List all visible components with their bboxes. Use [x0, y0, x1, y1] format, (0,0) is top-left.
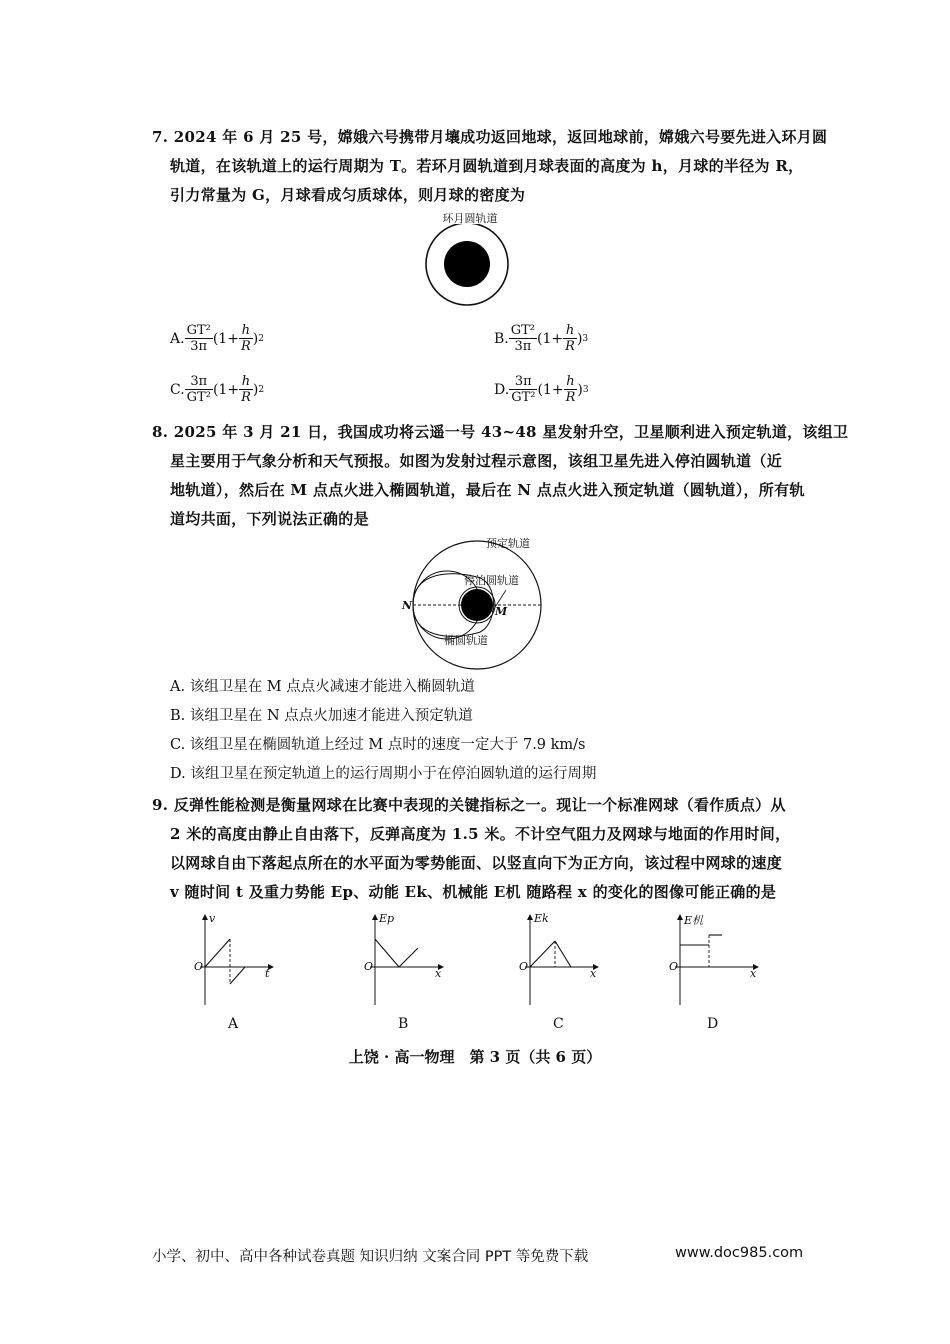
paren-close: )	[252, 381, 259, 398]
fraction-numerator: GT²	[186, 323, 211, 338]
graph-a[interactable]	[190, 910, 290, 1040]
q8-line-2: 星主要用于气象分析和天气预报。如图为发射过程示意图，该组卫星先进入停泊圆轨道（近	[170, 452, 783, 470]
power: 2	[258, 384, 265, 395]
fraction-numerator: GT²	[510, 323, 536, 338]
graph-a-plot	[190, 910, 290, 1010]
r-symbol: R	[565, 339, 575, 354]
paren-close: )	[577, 381, 583, 398]
graph-a-origin: O	[194, 960, 204, 973]
option-letter: A.	[170, 330, 185, 347]
graph-b-origin: O	[364, 960, 374, 973]
r-symbol: R	[565, 390, 576, 405]
q9-line-1: 9. 反弹性能检测是衡量网球在比赛中表现的关键指标之一。现让一个标准网球（看作质点）从	[152, 796, 786, 814]
fraction-denominator: 3π	[514, 339, 532, 354]
q7-option-b[interactable]	[494, 323, 588, 354]
q8-line-1: 8. 2025 年 3 月 21 日，我国成功将云遥一号 43~48 星发射升空，卫星顺利进入预定轨道，该组卫	[152, 423, 849, 441]
parking-orbit-label: 停泊圆轨道	[464, 574, 519, 587]
q7-orbit-label: 环月圆轨道	[442, 212, 498, 225]
h-symbol: h	[566, 374, 575, 389]
q8-option-b[interactable]: B. 该组卫星在 N 点点火加速才能进入预定轨道	[170, 708, 473, 724]
q8-line-4: 道均共面，下列说法正确的是	[170, 510, 369, 528]
moon-orbit-diagram	[420, 224, 520, 324]
graph-d-origin: O	[669, 960, 679, 973]
graph-b-xlabel: x	[435, 967, 442, 980]
fraction-denominator: GT²	[186, 390, 211, 405]
graph-d-ylabel: E机	[684, 914, 704, 927]
power: 3	[582, 333, 589, 344]
option-letter: C.	[170, 381, 185, 398]
fraction-numerator: 3π	[185, 374, 213, 390]
fraction-numerator: 3π	[509, 374, 537, 390]
h-symbol: h	[241, 374, 251, 389]
graph-c[interactable]	[515, 910, 615, 1040]
outer-orbit-label: 预定轨道	[486, 537, 530, 550]
q7-orbit-figure	[420, 210, 520, 310]
q8-line-3: 地轨道），然后在 M 点点火进入椭圆轨道，最后在 N 点点火进入预定轨道（圆轨道），所有轨	[170, 481, 805, 499]
paren-open: (1+	[212, 381, 240, 398]
q9-line-3: 以网球自由下落起点所在的水平面为零势能面、以竖直向下为正方向，该过程中网球的速度	[170, 854, 783, 872]
r-symbol: R	[240, 339, 251, 354]
paren-open: (1+	[537, 381, 564, 398]
power: 2	[258, 333, 264, 344]
graph-b-letter: B	[398, 1016, 409, 1032]
graph-d[interactable]	[665, 910, 775, 1040]
graph-c-origin: O	[519, 960, 529, 973]
q7-line-3: 引力常量为 G，月球看成匀质球体，则月球的密度为	[170, 186, 526, 204]
graph-d-xlabel: x	[750, 967, 757, 980]
graph-a-xlabel: t	[265, 967, 270, 980]
graph-c-plot	[515, 910, 615, 1010]
q7-option-c[interactable]	[170, 374, 264, 405]
q9-line-4: v 随时间 t 及重力势能 Ep、动能 Ek、机械能 E机 随路程 x 的变化的图像可能正确的是	[170, 883, 777, 901]
q8-option-d[interactable]: D. 该组卫星在预定轨道上的运行周期小于在停泊圆轨道的运行周期	[170, 766, 597, 782]
q9-line-2: 2 米的高度由静止自由落下，反弹高度为 1.5 米。不计空气阻力及网球与地面的作用时间，	[170, 825, 791, 843]
graph-c-letter: C	[553, 1016, 564, 1032]
q7-line-1: 7. 2024 年 6 月 25 号，嫦娥六号携带月壤成功返回地球，返回地球前，嫦娥六号要先进入环月圆	[152, 128, 828, 146]
q7-option-d[interactable]	[494, 374, 589, 405]
page-footer: 上饶 · 高一物理 第 3 页（共 6 页）	[348, 1048, 602, 1066]
graph-b[interactable]	[360, 910, 460, 1040]
graph-b-ylabel: Ep	[379, 912, 395, 925]
option-letter: D.	[494, 381, 510, 398]
q7-line-2: 轨道，在该轨道上的运行周期为 T。若环月圆轨道到月球表面的高度为 h，月球的半径为 R，	[170, 157, 804, 175]
q7-option-a[interactable]	[170, 323, 264, 354]
h-symbol: h	[565, 323, 575, 338]
graph-c-ylabel: Ek	[534, 912, 549, 925]
point-m-label: M	[495, 605, 508, 618]
h-symbol: h	[241, 323, 251, 338]
point-n-label: N	[402, 599, 413, 612]
q8-orbit-figure	[400, 532, 560, 672]
graph-a-ylabel: v	[209, 912, 216, 925]
graph-b-plot	[360, 910, 460, 1010]
r-symbol: R	[241, 390, 251, 405]
watermark-left: 小学、初中、高中各种试卷真题 知识归纳 文案合同 PPT 等免费下载	[152, 1249, 589, 1265]
fraction-denominator: 3π	[190, 339, 208, 354]
fraction-denominator: GT²	[511, 390, 536, 405]
option-letter: B.	[494, 330, 509, 347]
q8-option-a[interactable]: A. 该组卫星在 M 点点火减速才能进入椭圆轨道	[170, 679, 475, 695]
q8-option-c[interactable]: C. 该组卫星在椭圆轨道上经过 M 点时的速度一定大于 7.9 km/s	[170, 737, 586, 753]
watermark-url[interactable]: www.doc985.com	[675, 1245, 804, 1261]
paren-close: )	[576, 330, 583, 347]
graph-d-letter: D	[707, 1016, 719, 1032]
graph-a-letter: A	[228, 1016, 239, 1032]
power: 3	[582, 384, 589, 395]
paren-open: (1+	[212, 330, 239, 347]
paren-close: )	[252, 330, 259, 347]
paren-open: (1+	[537, 330, 564, 347]
launch-orbit-diagram	[400, 532, 560, 672]
ellipse-orbit-label: 椭圆轨道	[444, 634, 488, 647]
graph-d-plot	[665, 910, 775, 1010]
graph-c-xlabel: x	[590, 967, 597, 980]
